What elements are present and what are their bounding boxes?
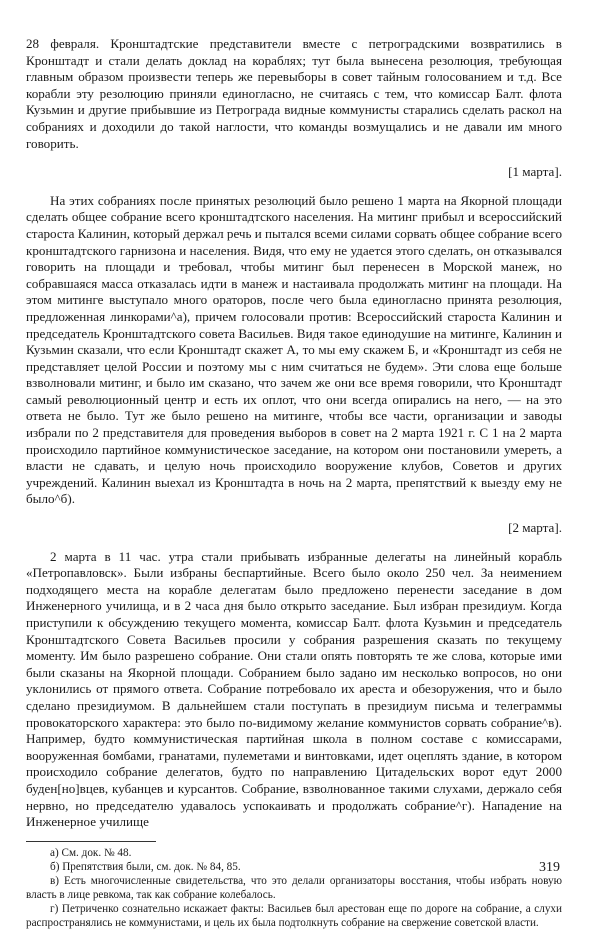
footnote-v: в) Есть многочисленные свидетельства, что это делали организаторы восстания, чтобы избрать новую власть в лице ревкома, так как собрание колебалось. (26, 874, 562, 901)
footnote-a: а) См. док. № 48. (50, 846, 132, 859)
paragraph-3: 2 марта в 11 час. утра стали прибывать избранные делегаты на линейный корабль «Петропавловск». Были избраны беспартийные. Всего было около 250 чел. За неимением подходящего места на корабле делегатам было предложено перенести заседание в дом Инженерного училища, и в 2 часа дня было открыто заседание. Был избран президиум. Когда приступили к обсуждению текущего момента, комиссар Балт. флота Кузьмин и председатель Кронштадтского Совета Васильев просили у собрания разрешения сказать по текущему моменту. Им было разрешено собрание. Они стали опять повторять те же слова, которые ими были сказаны на Якорной площади. Собранием было задано им несколько вопросов, но они уклонились от прямого ответа. Собрание потребовало их ареста и обезоружения, что и было сделано президиумом. В дальнейшем стали поступать в президиум письма и телеграммы провокаторского характера: это было по-видимому желание коммунистов сорвать собрание^в). Например, будто коммунистическая партийная школа в полном составе с комиссарами, вооруженная бомбами, гранатами, пулеметами и винтовками, идет оцеплять здание, в котором происходило собрание делегатов, будто по направлению Цитадельских ворот едут 2000 буден[но]вцев, кубанцев и курсантов. Собрание, взволнованное такими слухами, держало себя нервно, но председателю удавалось успокаивать и продолжать собрание^г). Нападение на Инженерное училище (26, 548, 562, 830)
footnote-g: г) Петриченко сознательно искажает факты: Васильев был арестован еще по дороге на собрание, а слухи распространялись не коммунистами, и цель их была подтолкнуть собрание на свержение советской власти. (26, 902, 562, 929)
paragraph-2: На этих собраниях после принятых резолюций было решено 1 марта на Якорной площади сделать общее собрание всего кронштадтского населения. На митинг прибыл и всероссийский староста Калинин, который держал речь и пытался всеми силами сорвать общее собрание всего кронштадтского гарнизона и населения. Видя, что ему не удается этого сделать, он отказывался говорить на площади и требовал, чтобы митинг был перенесен в Морской манеж, но собравшаяся масса отказалась идти в манеж и настаивала продолжать митинг на площади. На этом митинге выступало много ораторов, после чего была единогласно принята резолюция, предложенная линкорами^а), причем голосовали против: Всероссийский староста Калинин и председатель Кронштадтского совета Васильев. Видя такое единодушие на митинге, Калинин и Кузьмин сказали, что если Кронштадт скажет А, то мы ему скажем Б, и «Кронштадт из себя не представляет целой России и поэтому мы с ним считаться не будем». Эти слова еще больше взволновали митинг, и было им сказано, что зачем же они все время говорили, что Кронштадт самый революционный центр и есть их оплот, что они всегда опирались на него, — на это ответа не было. Тут же было решено на митинге, чтобы все части, организации и заводы избрали по 2 представителя для проведения выборов в совет на 2 марта 1921 г. С 1 на 2 марта происходило партийное коммунистическое заседание, на котором они постановили умереть, а власти не сдавать, и целую ночь происходило вооружение клубов, Советов и других учреждений. Калинин выехал из Кронштадта в ночь на 2 марта, препятствий к выезду ему не было^б). (26, 192, 562, 507)
page-number: 319 (539, 860, 560, 875)
footnote-b: б) Препятствия были, см. док. № 84, 85. (50, 860, 241, 873)
footnote-divider (26, 841, 156, 842)
paragraph-1: 28 февраля. Кронштадтские представители вместе с петроградскими возвратились в Кронштадт и стали делать доклад на кораблях; тут была вынесена резолюция, требующая главным образом произвести теперь же перевыборы в совет тайным голосованием и т.д. Все корабли эту резолюцию приняли единогласно, не считаясь с тем, что комиссар Балт. флота Кузьмин и другие прибывшие из Петрограда видные коммунисты старались сделать раскол на собраниях и доходили до такой наглости, что команды возмущались и не давали им много говорить. (26, 36, 562, 151)
date-heading-march-2: [2 марта]. (508, 520, 562, 536)
date-heading-march-1: [1 марта]. (508, 164, 562, 180)
